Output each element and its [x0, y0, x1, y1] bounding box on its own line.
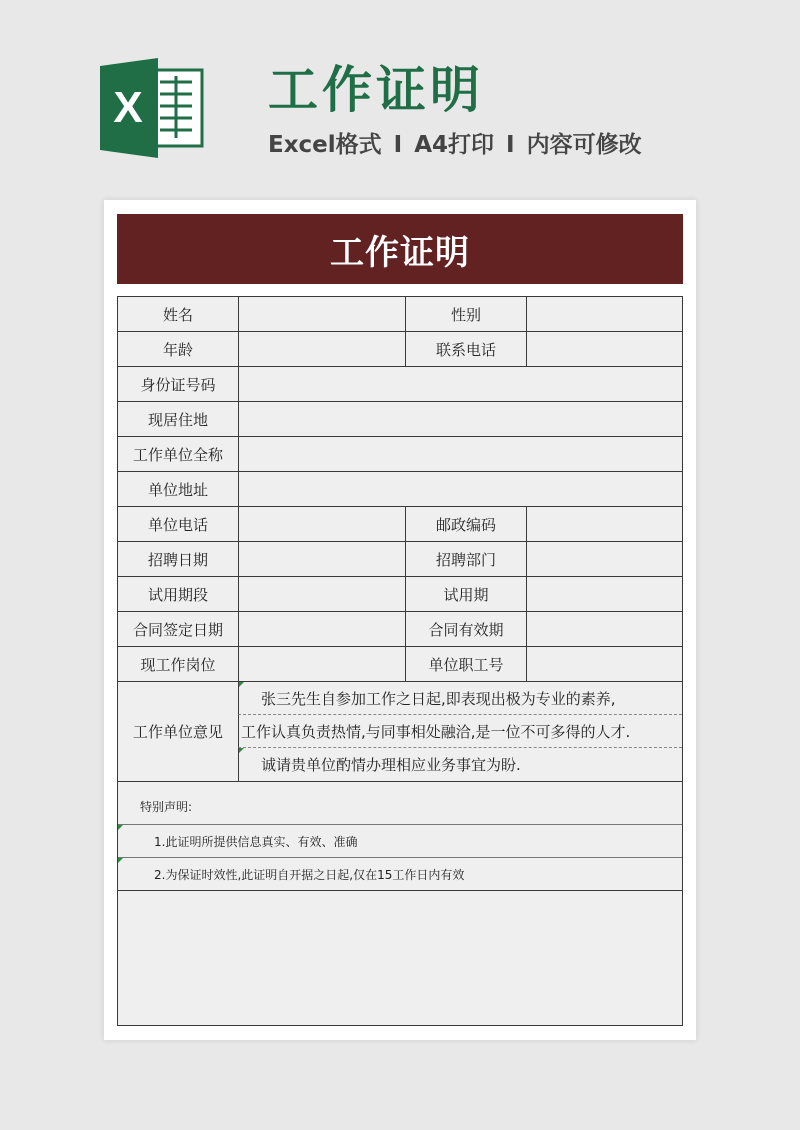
hero-title: 工作证明: [268, 61, 484, 119]
value-id-number[interactable]: [238, 367, 682, 401]
value-employer-address[interactable]: [238, 472, 682, 506]
label-id-number: 身份证号码: [140, 375, 216, 394]
label-hire-date: 招聘日期: [147, 550, 208, 569]
cell-marker-icon: [239, 748, 244, 753]
label-age: 年龄: [162, 340, 193, 359]
label-employer-address: 单位地址: [147, 480, 208, 499]
opinion-section: [118, 682, 682, 782]
hero-sub-separator: I: [393, 132, 403, 158]
value-name[interactable]: [238, 297, 405, 331]
value-contract-date[interactable]: [238, 612, 405, 646]
hero-sub-editable: 内容可修改: [526, 132, 642, 158]
value-hire-department[interactable]: [526, 542, 682, 576]
label-name: 姓名: [162, 305, 193, 324]
excel-logo-icon: [100, 58, 204, 158]
table-row: [118, 472, 682, 507]
cell-marker-icon: [239, 682, 244, 687]
hero-banner: [0, 0, 800, 200]
hero-sub-format: Excel格式: [268, 132, 382, 158]
document-title: 工作证明: [117, 214, 683, 284]
label-gender: 性别: [405, 297, 526, 331]
value-postcode[interactable]: [526, 507, 682, 541]
notes-item[interactable]: [118, 858, 682, 891]
table-row: [118, 332, 682, 367]
value-probation-range[interactable]: [238, 577, 405, 611]
label-probation-range: 试用期段: [147, 585, 208, 604]
value-residence[interactable]: [238, 402, 682, 436]
document-paper: [104, 200, 696, 1040]
table-row: [118, 402, 682, 437]
value-gender[interactable]: [526, 297, 682, 331]
label-employer-phone: 单位电话: [147, 515, 208, 534]
value-age[interactable]: [238, 332, 405, 366]
value-employee-number[interactable]: [526, 647, 682, 681]
opinion-text-3: 诚请贵单位酌情办理相应业务事宜为盼.: [261, 756, 521, 774]
label-contract-term: 合同有效期: [405, 612, 526, 646]
value-probation-period[interactable]: [526, 577, 682, 611]
label-residence: 现居住地: [147, 410, 208, 429]
label-contract-date: 合同签定日期: [132, 620, 223, 639]
label-current-position: 现工作岗位: [140, 655, 216, 674]
table-row: [118, 367, 682, 402]
value-hire-date[interactable]: [238, 542, 405, 576]
label-employee-number: 单位职工号: [405, 647, 526, 681]
opinion-line[interactable]: [238, 682, 682, 715]
table-row: [118, 577, 682, 612]
label-probation-period: 试用期: [405, 577, 526, 611]
value-employer-name[interactable]: [238, 437, 682, 471]
value-contract-term[interactable]: [526, 612, 682, 646]
notes-item-2: 2.为保证时效性,此证明自开据之日起,仅在15工作日内有效: [154, 867, 465, 882]
label-hire-department: 招聘部门: [405, 542, 526, 576]
table-row: [118, 612, 682, 647]
opinion-line[interactable]: [238, 748, 682, 781]
notes-title: 特别声明:: [140, 800, 193, 814]
cell-marker-icon: [118, 825, 123, 830]
hero-sub-separator: I: [506, 132, 515, 158]
opinion-text-1: 张三先生自参加工作之日起,即表现出极为专业的素养,: [261, 689, 616, 708]
value-employer-phone[interactable]: [238, 507, 405, 541]
cell-marker-icon: [118, 858, 123, 863]
notes-item[interactable]: [118, 825, 682, 858]
table-row: [118, 542, 682, 577]
opinion-text-2: 工作认真负责热情,与同事相处融洽,是一位不可多得的人才.: [241, 722, 631, 741]
form-table: [117, 296, 683, 1026]
value-current-position[interactable]: [238, 647, 405, 681]
label-opinion: 工作单位意见: [132, 723, 223, 741]
label-employer-name: 工作单位全称: [132, 445, 223, 464]
hero-subtitle: [268, 126, 642, 159]
table-row: [118, 647, 682, 682]
opinion-line[interactable]: [238, 715, 682, 748]
table-row: [118, 297, 682, 332]
value-phone[interactable]: [526, 332, 682, 366]
notes-item-1: 1.此证明所提供信息真实、有效、准确: [154, 834, 358, 849]
table-row: [118, 507, 682, 542]
label-phone: 联系电话: [405, 332, 526, 366]
notes-title-row: [118, 789, 682, 825]
blank-area[interactable]: [118, 891, 682, 1025]
hero-sub-print: A4打印: [414, 132, 495, 158]
table-row: [118, 437, 682, 472]
svg-text:X: X: [113, 83, 143, 132]
label-postcode: 邮政编码: [405, 507, 526, 541]
